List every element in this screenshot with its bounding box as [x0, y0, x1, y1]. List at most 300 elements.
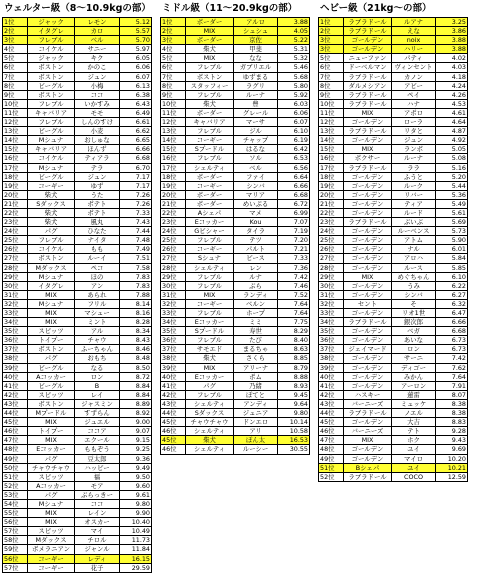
time-cell: 6.38 — [120, 90, 152, 99]
time-cell: 5.36 — [436, 190, 468, 199]
time-cell: 8.29 — [278, 327, 310, 336]
time-cell: 6.43 — [120, 99, 152, 108]
name-cell: めいぷる — [234, 199, 278, 208]
name-cell: ルーナ — [392, 154, 436, 163]
name-cell: ランディ — [234, 290, 278, 299]
time-cell: 5.12 — [120, 18, 152, 27]
breed-cell: ゴールデン — [344, 445, 392, 454]
time-cell: 6.61 — [120, 118, 152, 127]
name-cell: はるな — [234, 145, 278, 154]
name-cell: マイ — [75, 527, 120, 536]
time-cell: 16.15 — [120, 554, 152, 563]
rank-cell: 7位 — [161, 72, 186, 81]
rank-cell: 19位 — [161, 181, 186, 190]
time-cell: 7.48 — [120, 236, 152, 245]
breed-cell: ラブラドール — [344, 472, 392, 481]
time-cell: 5.32 — [278, 54, 310, 63]
time-cell: 5.05 — [436, 145, 468, 154]
rank-cell: 24位 — [3, 227, 28, 236]
breed-cell: ビーグル — [28, 363, 75, 372]
rank-cell: 37位 — [319, 345, 344, 354]
name-cell: ルアナ — [392, 18, 436, 27]
name-cell: 蓮雷 — [392, 390, 436, 399]
name-cell: パティ — [392, 54, 436, 63]
time-cell: 7.26 — [120, 190, 152, 199]
table-row — [319, 45, 468, 54]
name-cell: ペコ — [75, 263, 120, 272]
breed-cell: ラブラドール — [344, 127, 392, 136]
rank-cell: 49位 — [319, 454, 344, 463]
breed-cell: コイケル — [28, 245, 75, 254]
rank-cell: 26位 — [319, 245, 344, 254]
name-cell: ノエル — [392, 409, 436, 418]
time-cell: 30.55 — [278, 445, 310, 454]
rank-cell: 36位 — [3, 336, 28, 345]
rank-cell: 3位 — [3, 36, 28, 45]
name-cell: ルーク — [392, 181, 436, 190]
rank-cell: 59位 — [3, 545, 28, 554]
breed-cell: MIX — [28, 436, 75, 445]
rank-cell: 33位 — [319, 309, 344, 318]
name-cell: ローラ — [392, 118, 436, 127]
breed-cell: ボーダー — [186, 172, 234, 181]
time-cell: 6.47 — [436, 309, 468, 318]
time-cell: 8.79 — [278, 363, 310, 372]
breed-cell: フレブル — [186, 127, 234, 136]
table-row — [319, 181, 468, 190]
time-cell: 5.20 — [436, 172, 468, 181]
table-row — [3, 154, 152, 163]
division-title: ヘビー級（21kg～の部） — [320, 3, 432, 14]
time-cell: 7.43 — [120, 218, 152, 227]
name-cell: フリル — [75, 299, 120, 308]
rank-cell: 22位 — [319, 208, 344, 217]
rank-cell: 21位 — [161, 199, 186, 208]
rank-cell: 25位 — [3, 236, 28, 245]
table-row — [319, 409, 468, 418]
rank-cell: 26位 — [161, 245, 186, 254]
name-cell: ピース — [234, 254, 278, 263]
table-row — [161, 299, 310, 308]
table-row — [161, 63, 310, 72]
breed-cell: ボストン — [28, 72, 75, 81]
rank-cell: 40位 — [161, 372, 186, 381]
rank-cell: 52位 — [319, 472, 344, 481]
breed-cell: ラブラドール — [344, 218, 392, 227]
name-cell: 銀次郎 — [392, 318, 436, 327]
name-cell: えな — [392, 27, 436, 36]
rank-cell: 58位 — [3, 536, 28, 545]
name-cell: うみ — [392, 281, 436, 290]
table-row — [319, 63, 468, 72]
time-cell: 7.83 — [120, 281, 152, 290]
name-cell: ルーベンス — [392, 227, 436, 236]
breed-cell: フレブル — [28, 36, 75, 45]
rank-cell: 34位 — [319, 318, 344, 327]
time-cell: 4.53 — [436, 99, 468, 108]
table-row — [3, 36, 152, 45]
rank-cell: 17位 — [319, 163, 344, 172]
name-cell: かのこ — [75, 63, 120, 72]
rank-cell: 44位 — [161, 409, 186, 418]
name-cell: みかん — [392, 372, 436, 381]
time-cell: 9.69 — [436, 445, 468, 454]
breed-cell: パグ — [28, 454, 75, 463]
time-cell: 6.66 — [120, 145, 152, 154]
table-row — [161, 372, 310, 381]
time-cell: 8.63 — [278, 345, 310, 354]
rank-cell: 17位 — [3, 163, 28, 172]
table-row — [319, 436, 468, 445]
table-row — [3, 90, 152, 99]
name-cell: レディ — [75, 554, 120, 563]
rank-cell: 35位 — [319, 327, 344, 336]
time-cell: 6.72 — [278, 199, 310, 208]
time-cell: 29.59 — [120, 563, 152, 572]
rank-cell: 43位 — [161, 399, 186, 408]
rank-cell: 26位 — [3, 245, 28, 254]
rank-cell: 22位 — [3, 208, 28, 217]
name-cell: ベガ — [392, 327, 436, 336]
rank-cell: 7位 — [319, 72, 344, 81]
rank-cell: 37位 — [161, 345, 186, 354]
breed-cell: MIX — [28, 418, 75, 427]
time-cell: 9.80 — [120, 499, 152, 508]
breed-cell: 柴犬 — [186, 99, 234, 108]
name-cell: アロハ — [392, 254, 436, 263]
time-cell: 7.88 — [120, 290, 152, 299]
breed-cell: ゴールデン — [344, 336, 392, 345]
name-cell: ひなた — [75, 227, 120, 236]
rank-cell: 36位 — [161, 336, 186, 345]
name-cell: 豆太郎 — [75, 454, 120, 463]
time-cell: 6.32 — [436, 299, 468, 308]
table-row — [3, 281, 152, 290]
name-cell: チャップ — [234, 136, 278, 145]
breed-cell: ジェイマード — [344, 345, 392, 354]
breed-cell: フレブル — [28, 99, 75, 108]
rank-cell: 12位 — [3, 118, 28, 127]
rank-cell: 1位 — [161, 18, 186, 27]
breed-cell: MIX — [344, 145, 392, 154]
breed-cell: フレブル — [186, 154, 234, 163]
name-cell: 豊 — [234, 99, 278, 108]
name-cell: キク — [75, 54, 120, 63]
table-row — [319, 399, 468, 408]
time-cell: 9.28 — [436, 427, 468, 436]
breed-cell: セント — [344, 299, 392, 308]
name-cell: ルナ — [234, 272, 278, 281]
time-cell: 8.84 — [120, 390, 152, 399]
rank-cell: 42位 — [3, 390, 28, 399]
breed-cell: コーギー — [28, 554, 75, 563]
breed-cell: Eコッカー — [186, 218, 234, 227]
table-row — [319, 336, 468, 345]
time-cell: 8.88 — [278, 372, 310, 381]
breed-cell: ゴールデン — [344, 236, 392, 245]
table-row — [319, 463, 468, 472]
rank-cell: 15位 — [319, 145, 344, 154]
name-cell: 福 — [75, 472, 120, 481]
time-cell: 7.33 — [120, 208, 152, 217]
table-row — [3, 81, 152, 90]
rank-cell: 18位 — [3, 172, 28, 181]
rank-cell: 29位 — [161, 272, 186, 281]
breed-cell: フレブル — [186, 281, 234, 290]
division-welter — [2, 0, 152, 573]
name-cell: ナイタ — [75, 236, 120, 245]
table-row — [3, 545, 152, 554]
name-cell: レイン — [75, 509, 120, 518]
breed-cell: コーギー — [186, 136, 234, 145]
time-cell: 8.16 — [120, 309, 152, 318]
division-title: ウェルター級（8～10.9kgの部） — [4, 3, 151, 14]
table-row — [319, 327, 468, 336]
breed-cell: Sシュナ — [186, 254, 234, 263]
table-row — [3, 245, 152, 254]
rank-cell: 13位 — [3, 127, 28, 136]
name-cell: ミュッケ — [392, 399, 436, 408]
name-cell: ミミ — [234, 318, 278, 327]
rank-cell: 19位 — [319, 181, 344, 190]
table-row — [161, 409, 310, 418]
name-cell: ジャスミン — [75, 399, 120, 408]
time-cell: 8.38 — [436, 409, 468, 418]
breed-cell: バーニーズ — [344, 399, 392, 408]
name-cell: アポロ — [392, 108, 436, 117]
breed-cell: スピッツ — [28, 472, 75, 481]
name-cell: ベル — [234, 163, 278, 172]
name-cell: noix — [392, 36, 436, 45]
table-row — [3, 372, 152, 381]
breed-cell: 柴犬 — [28, 190, 75, 199]
rank-cell: 9位 — [161, 90, 186, 99]
name-cell: チャウ — [75, 336, 120, 345]
time-cell: 3.88 — [436, 36, 468, 45]
table-row — [161, 418, 310, 427]
breed-cell: MIX — [186, 27, 234, 36]
time-cell: 5.97 — [120, 45, 152, 54]
table-row — [3, 499, 152, 508]
table-row — [3, 181, 152, 190]
time-cell: 6.56 — [278, 163, 310, 172]
breed-cell: コーギー — [28, 563, 75, 572]
rank-cell: 31位 — [3, 290, 28, 299]
time-cell: 8.38 — [436, 399, 468, 408]
name-cell: アリーナ — [234, 363, 278, 372]
breed-cell: Mダックス — [28, 536, 75, 545]
breed-cell: トイプー — [28, 336, 75, 345]
table-row — [161, 218, 310, 227]
name-cell: ルーナ — [234, 90, 278, 99]
rank-cell: 4位 — [161, 45, 186, 54]
rank-cell: 51位 — [319, 463, 344, 472]
breed-cell: スピッツ — [28, 327, 75, 336]
name-cell: ポム — [234, 372, 278, 381]
name-cell: なな — [234, 54, 278, 63]
breed-cell: トイプー — [28, 427, 75, 436]
rank-cell: 46位 — [3, 427, 28, 436]
name-cell: あいな — [392, 336, 436, 345]
time-cell: 6.66 — [278, 181, 310, 190]
rank-cell: 44位 — [319, 409, 344, 418]
table-row — [319, 472, 468, 481]
breed-cell: ゴールデン — [344, 354, 392, 363]
table-row — [319, 90, 468, 99]
breed-cell: ゴールデン — [344, 190, 392, 199]
rank-cell: 49位 — [3, 454, 28, 463]
results-table — [318, 17, 468, 482]
table-row — [319, 54, 468, 63]
time-cell: 4.87 — [436, 127, 468, 136]
table-row — [319, 145, 468, 154]
breed-cell: Sプードル — [186, 145, 234, 154]
rank-cell: 24位 — [161, 227, 186, 236]
breed-cell: フレブル — [186, 336, 234, 345]
name-cell: あられ — [75, 290, 120, 299]
name-cell: レン — [234, 263, 278, 272]
table-row — [161, 181, 310, 190]
table-row — [161, 254, 310, 263]
table-row — [3, 190, 152, 199]
name-cell: 大吉 — [392, 418, 436, 427]
name-cell: 小麦 — [75, 127, 120, 136]
breed-cell: フレブル — [28, 236, 75, 245]
rank-cell: 5位 — [161, 54, 186, 63]
rank-cell: 12位 — [319, 118, 344, 127]
table-row — [319, 445, 468, 454]
name-cell: ふーちゃん — [75, 345, 120, 354]
table-row — [3, 509, 152, 518]
table-row — [161, 281, 310, 290]
breed-cell: フレブル — [186, 63, 234, 72]
rank-cell: 2位 — [161, 27, 186, 36]
name-cell: シンバ — [234, 181, 278, 190]
time-cell: 7.52 — [278, 290, 310, 299]
table-row — [3, 363, 152, 372]
breed-cell: ゴールデン — [344, 363, 392, 372]
breed-cell: ラブラドール — [344, 318, 392, 327]
table-row — [3, 136, 152, 145]
breed-cell: ラブラドール — [344, 90, 392, 99]
rank-cell: 4位 — [3, 45, 28, 54]
breed-cell: ゴールデン — [344, 208, 392, 217]
breed-cell: シェルティ — [186, 399, 234, 408]
breed-cell: ゴールデン — [344, 199, 392, 208]
time-cell: 3.86 — [436, 27, 468, 36]
breed-cell: Mシュナ — [28, 163, 75, 172]
breed-cell: ゴールデン — [344, 263, 392, 272]
time-cell: 8.85 — [278, 354, 310, 363]
rank-cell: 52位 — [3, 481, 28, 490]
time-cell: 8.84 — [120, 381, 152, 390]
table-row — [161, 27, 310, 36]
rank-cell: 8位 — [3, 81, 28, 90]
breed-cell: ビーグル — [28, 381, 75, 390]
time-cell: 9.45 — [278, 390, 310, 399]
rank-cell: 34位 — [161, 318, 186, 327]
name-cell: 乃緒 — [234, 381, 278, 390]
rank-cell: 41位 — [319, 381, 344, 390]
breed-cell: キャバリア — [186, 118, 234, 127]
table-row — [161, 145, 310, 154]
name-cell: モモ — [75, 108, 120, 117]
breed-cell: ゴールデン — [344, 136, 392, 145]
table-row — [161, 72, 310, 81]
rank-cell: 29位 — [3, 272, 28, 281]
time-cell: 5.44 — [436, 181, 468, 190]
time-cell: 4.18 — [436, 72, 468, 81]
name-cell: Kou — [234, 218, 278, 227]
table-row — [319, 118, 468, 127]
rank-cell: 48位 — [3, 445, 28, 454]
table-row — [3, 118, 152, 127]
time-cell: 7.83 — [120, 272, 152, 281]
table-row — [319, 199, 468, 208]
time-cell: 7.17 — [120, 172, 152, 181]
rank-cell: 54位 — [3, 499, 28, 508]
rank-cell: 45位 — [3, 418, 28, 427]
time-cell: 5.90 — [436, 236, 468, 245]
time-cell: 8.50 — [120, 363, 152, 372]
rank-cell: 50位 — [3, 463, 28, 472]
table-row — [319, 418, 468, 427]
table-row — [161, 327, 310, 336]
breed-cell: MIX — [344, 436, 392, 445]
time-cell: 5.73 — [436, 227, 468, 236]
rank-cell: 12位 — [161, 118, 186, 127]
name-cell: しんのすけ — [75, 118, 120, 127]
breed-cell: キャバリア — [28, 145, 75, 154]
table-row — [161, 227, 310, 236]
time-cell: 10.20 — [436, 454, 468, 463]
breed-cell: 柴犬 — [186, 45, 234, 54]
time-cell: 7.26 — [120, 199, 152, 208]
table-row — [161, 318, 310, 327]
time-cell: 5.70 — [120, 36, 152, 45]
table-row — [3, 27, 152, 36]
breed-cell: フレブル — [186, 309, 234, 318]
rank-cell: 56位 — [3, 518, 28, 527]
table-row — [161, 445, 310, 454]
breed-cell: シェルティ — [186, 163, 234, 172]
breed-cell: イタグレ — [28, 281, 75, 290]
rank-cell: 15位 — [3, 145, 28, 154]
time-cell: 6.53 — [278, 154, 310, 163]
name-cell: ラグリ — [234, 81, 278, 90]
time-cell: 7.64 — [278, 299, 310, 308]
name-cell: ユイ — [392, 445, 436, 454]
time-cell: 8.40 — [278, 336, 310, 345]
time-cell: 8.83 — [436, 418, 468, 427]
table-row — [3, 418, 152, 427]
results-table — [160, 17, 310, 455]
name-cell: テツ — [234, 236, 278, 245]
name-cell: ももぞう — [75, 445, 120, 454]
time-cell: 6.05 — [120, 54, 152, 63]
name-cell: うた — [75, 190, 120, 199]
rank-cell: 28位 — [161, 263, 186, 272]
time-cell: 6.10 — [278, 127, 310, 136]
rank-cell: 39位 — [3, 363, 28, 372]
rank-cell: 27位 — [319, 254, 344, 263]
name-cell: ララ — [392, 163, 436, 172]
time-cell: 5.49 — [436, 199, 468, 208]
breed-cell: ゴールデン — [344, 172, 392, 181]
time-cell: 5.08 — [436, 154, 468, 163]
name-cell: ルード — [392, 208, 436, 217]
rank-cell: 9位 — [3, 90, 28, 99]
